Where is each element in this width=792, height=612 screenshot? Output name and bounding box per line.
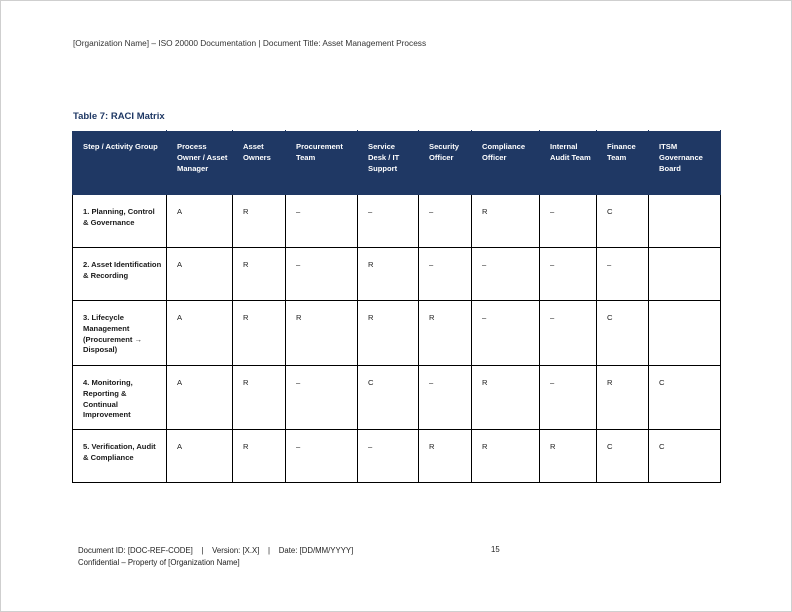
raci-cell: C — [597, 195, 649, 248]
raci-matrix-table — [72, 130, 721, 483]
raci-cell — [649, 248, 721, 301]
table-header-row — [73, 131, 721, 195]
raci-cell: R — [233, 195, 286, 248]
raci-cell: – — [540, 248, 597, 301]
table-row — [73, 248, 721, 301]
raci-cell: R — [540, 430, 597, 483]
raci-cell: R — [472, 366, 540, 430]
raci-cell: A — [167, 248, 233, 301]
raci-cell: R — [358, 301, 419, 366]
raci-cell: A — [167, 366, 233, 430]
raci-cell: – — [419, 366, 472, 430]
raci-cell: – — [286, 195, 358, 248]
column-header-itsm-board: ITSM Governance Board — [649, 131, 721, 195]
step-cell: 3. Lifecycle Management (Procurement → Disposal) — [73, 301, 167, 366]
raci-cell: R — [233, 366, 286, 430]
document-header: [Organization Name] – ISO 20000 Documentation | Document Title: Asset Management Process — [73, 38, 427, 48]
raci-cell: C — [649, 366, 721, 430]
raci-cell: R — [233, 301, 286, 366]
raci-cell: R — [286, 301, 358, 366]
raci-cell: C — [649, 430, 721, 483]
table-row — [73, 195, 721, 248]
raci-cell — [649, 301, 721, 366]
raci-cell: C — [358, 366, 419, 430]
raci-cell: – — [286, 430, 358, 483]
raci-cell: A — [167, 301, 233, 366]
raci-cell: A — [167, 430, 233, 483]
table-row — [73, 301, 721, 366]
raci-cell: R — [358, 248, 419, 301]
column-header-compliance-officer: Compliance Officer — [472, 131, 540, 195]
document-footer — [78, 545, 353, 568]
step-cell: 2. Asset Identification & Recording — [73, 248, 167, 301]
column-header-internal-audit: Internal Audit Team — [540, 131, 597, 195]
raci-cell: A — [167, 195, 233, 248]
raci-cell: – — [540, 301, 597, 366]
footer-confidential: Confidential – Property of [Organization Name] — [78, 557, 240, 567]
page-number: 15 — [491, 545, 500, 554]
raci-cell: C — [597, 430, 649, 483]
raci-cell: – — [472, 301, 540, 366]
raci-cell: R — [597, 366, 649, 430]
raci-cell: – — [540, 195, 597, 248]
raci-cell: – — [419, 248, 472, 301]
raci-cell: – — [472, 248, 540, 301]
column-header-step: Step / Activity Group — [73, 131, 167, 195]
raci-cell: – — [540, 366, 597, 430]
column-header-service-desk: Service Desk / IT Support — [358, 131, 419, 195]
raci-cell: – — [358, 430, 419, 483]
raci-cell — [649, 195, 721, 248]
step-cell: 5. Verification, Audit & Compliance — [73, 430, 167, 483]
table-row — [73, 430, 721, 483]
raci-cell: – — [597, 248, 649, 301]
column-header-security-officer: Security Officer — [419, 131, 472, 195]
footer-doc-info: Document ID: [DOC-REF-CODE] | Version: [X.X] | Date: [DD/MM/YYYY] — [78, 546, 354, 555]
raci-cell: – — [286, 248, 358, 301]
column-header-procurement-team: Procurement Team — [286, 131, 358, 195]
step-cell: 4. Monitoring, Reporting & Continual Improvement — [73, 366, 167, 430]
raci-cell: R — [419, 301, 472, 366]
raci-cell: R — [472, 195, 540, 248]
raci-cell: R — [233, 248, 286, 301]
raci-cell: – — [358, 195, 419, 248]
column-header-finance-team: Finance Team — [597, 131, 649, 195]
raci-cell: C — [597, 301, 649, 366]
raci-cell: – — [286, 366, 358, 430]
step-cell: 1. Planning, Control & Governance — [73, 195, 167, 248]
raci-cell: – — [419, 195, 472, 248]
raci-cell: R — [233, 430, 286, 483]
raci-cell: R — [419, 430, 472, 483]
table-caption: Table 7: RACI Matrix — [73, 111, 165, 122]
table-row — [73, 366, 721, 430]
raci-cell: R — [472, 430, 540, 483]
column-header-asset-owners: Asset Owners — [233, 131, 286, 195]
column-header-process-owner: Process Owner / Asset Manager — [167, 131, 233, 195]
